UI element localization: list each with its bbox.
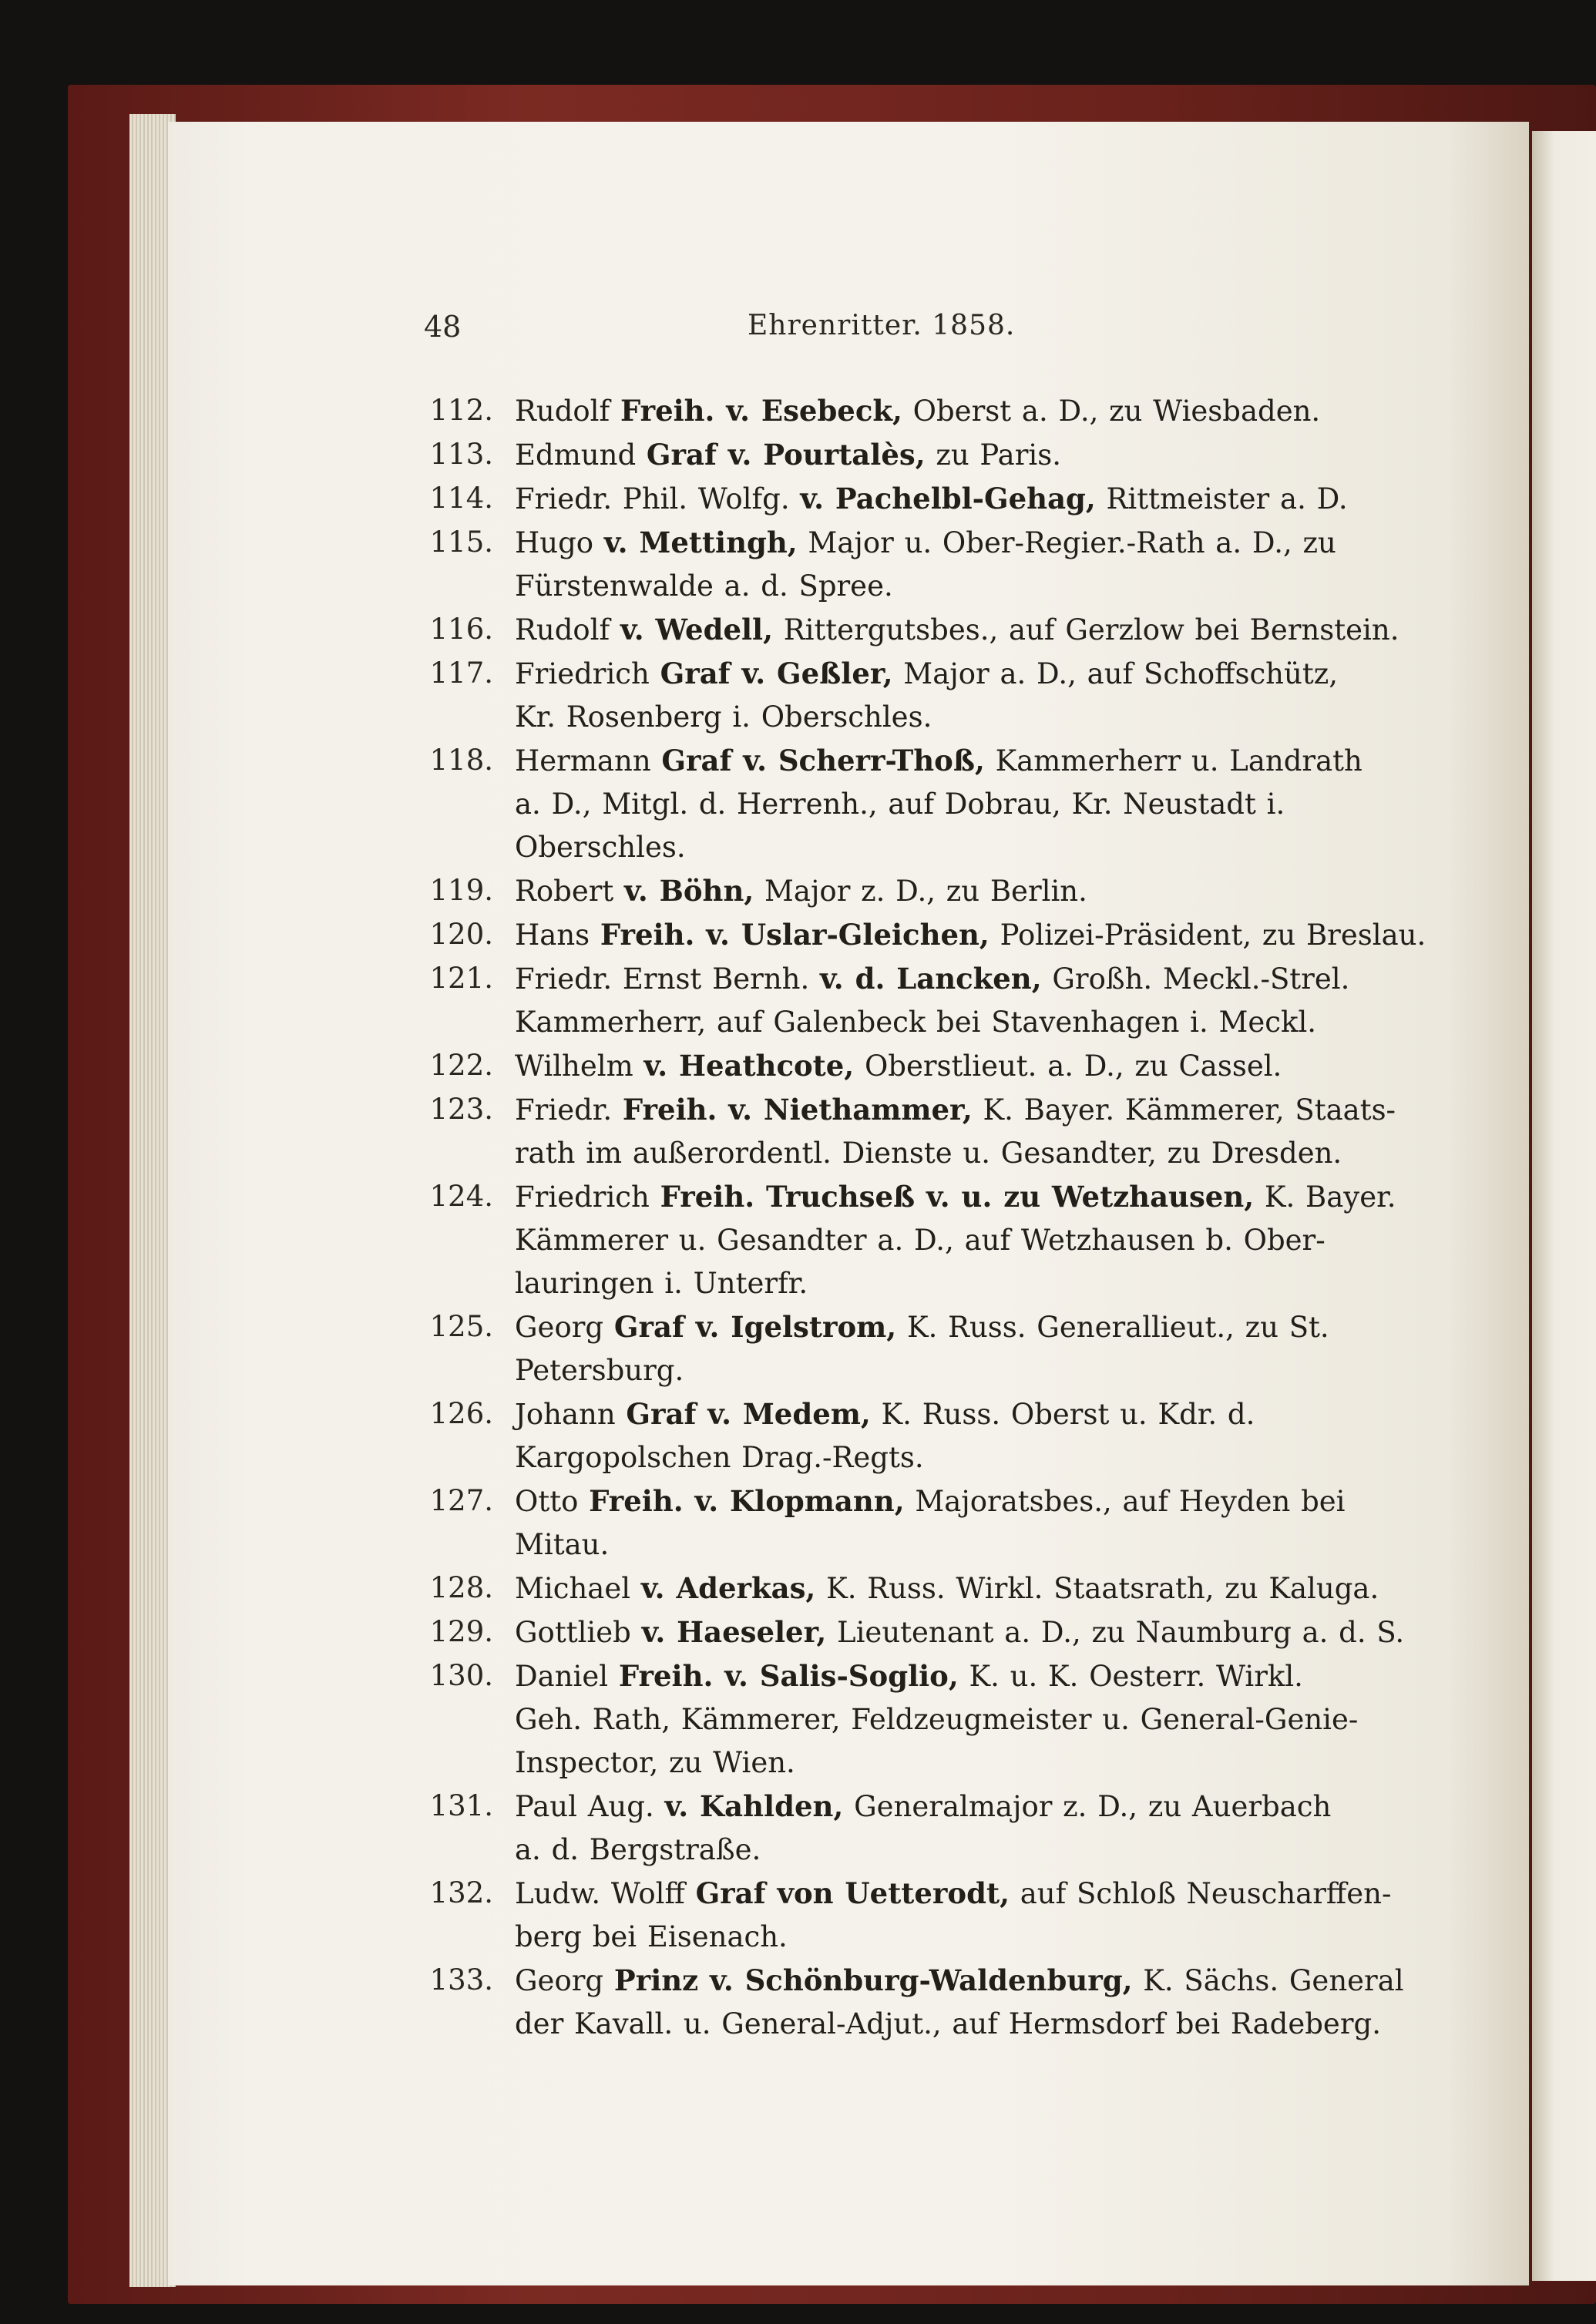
entry-text: K. Russ. Generallieut., zu St.	[896, 1311, 1329, 1344]
entry-text: K. u. K. Oesterr. Wirkl.	[958, 1660, 1303, 1693]
entry-line	[515, 957, 1372, 1001]
entry-number: 130.	[429, 1659, 493, 1692]
list-item	[416, 1305, 1372, 1392]
entry-number: 117.	[429, 657, 493, 690]
entry-line	[515, 1523, 1372, 1567]
list-item	[416, 869, 1372, 913]
entry-number: 125.	[429, 1310, 493, 1343]
entry-number: 132.	[429, 1876, 493, 1909]
entry-line	[515, 1132, 1372, 1175]
entry-number: 115.	[429, 526, 493, 559]
entry-name-bold: Prinz v. Schönburg-Waldenburg,	[613, 1963, 1133, 1997]
entry-line	[515, 389, 1372, 433]
entry-line	[515, 521, 1372, 565]
entry-name-bold: Graf v. Pourtalès,	[646, 438, 926, 472]
entry-text: Kargopolschen Drag.-Regts.	[515, 1441, 924, 1474]
entry-text: Majoratsbes., auf Heyden bei	[904, 1485, 1346, 1518]
entry-name-bold: v. Heathcote,	[643, 1049, 855, 1083]
entry-number: 128.	[429, 1571, 493, 1604]
entry-name-bold: Freih. v. Niethammer,	[622, 1093, 973, 1127]
entry-text: zu Paris.	[925, 438, 1061, 472]
entry-name-bold: v. Kahlden,	[664, 1789, 844, 1823]
entry-text: Friedr. Ernst Bernh.	[515, 962, 821, 996]
list-item	[416, 1175, 1396, 1305]
entry-text: K. Russ. Wirkl. Staatsrath, zu Kaluga.	[815, 1572, 1379, 1605]
entry-number: 113.	[429, 438, 493, 471]
entry-text: Edmund	[515, 438, 647, 472]
list-item	[416, 1610, 1405, 1654]
entry-text: Kämmerer u. Gesandter a. D., auf Wetzhausen b. Ober-	[515, 1224, 1326, 1257]
entry-text: Friedr.	[515, 1093, 623, 1127]
list-item	[416, 1654, 1372, 1785]
entry-name-bold: v. Pachelbl-Gehag,	[800, 482, 1096, 516]
entry-text: Georg	[515, 1964, 614, 1997]
entry-line	[515, 477, 1372, 521]
entry-name-bold: Freih. v. Klopmann,	[589, 1484, 905, 1518]
list-item	[416, 1392, 1372, 1479]
entry-line	[515, 1088, 1396, 1132]
entry-line	[515, 1959, 1404, 2003]
entry-number: 118.	[429, 744, 493, 777]
entry-text: Hans	[515, 919, 600, 952]
entry-number: 112.	[429, 394, 493, 427]
entry-text: Oberschles.	[515, 831, 686, 864]
entry-text: Rittergutsbes., auf Gerzlow bei Bernstein.	[772, 613, 1399, 646]
list-item	[416, 1567, 1379, 1610]
entry-text: K. Bayer.	[1254, 1180, 1396, 1214]
entry-line	[515, 1392, 1372, 1436]
page-number: 48	[424, 310, 462, 344]
entry-text: Rudolf	[515, 613, 620, 646]
entry-text: auf Schloß Neuscharffen-	[1009, 1877, 1392, 1910]
entry-name-bold: v. Mettingh,	[603, 526, 798, 559]
entry-line	[515, 1305, 1372, 1349]
list-item	[416, 1785, 1372, 1872]
entry-text: Rudolf	[515, 395, 620, 428]
entry-number: 119.	[429, 874, 493, 907]
entry-name-bold: v. Böhn,	[624, 874, 754, 908]
entry-text: Lieutenant a. D., zu Naumburg a. d. S.	[826, 1616, 1405, 1649]
entry-text: a. D., Mitgl. d. Herrenh., auf Dobrau, Kr. Neustadt i.	[515, 788, 1285, 821]
facing-page-edge	[1532, 131, 1596, 2281]
entry-text: lauringen i. Unterfr.	[515, 1267, 808, 1300]
entry-text: Paul Aug.	[515, 1790, 665, 1823]
entry-text: Gottlieb	[515, 1616, 642, 1649]
entry-line	[515, 1436, 1372, 1479]
entry-name-bold: Freih. v. Uslar-Gleichen,	[600, 918, 990, 952]
entry-line	[515, 913, 1426, 957]
list-item	[416, 957, 1372, 1044]
entry-number: 114.	[429, 482, 493, 515]
entry-line	[515, 1219, 1372, 1262]
list-item	[416, 913, 1426, 957]
entry-text: Friedr. Phil. Wolfg.	[515, 482, 801, 516]
list-item	[416, 652, 1372, 739]
entry-number: 131.	[429, 1789, 493, 1822]
entry-line	[515, 696, 1372, 739]
entry-text: Fürstenwalde a. d. Spree.	[515, 569, 893, 603]
entry-line	[515, 826, 1372, 869]
list-item	[416, 1959, 1404, 2046]
entry-text: rath im außerordentl. Dienste u. Gesandter, zu Dresden.	[515, 1137, 1342, 1170]
page-header	[424, 310, 1379, 356]
entry-number: 133.	[429, 1963, 493, 1997]
entry-name-bold: Graf v. Medem,	[626, 1397, 871, 1431]
entry-line	[515, 1479, 1372, 1523]
list-item	[416, 1088, 1396, 1175]
entry-text: a. d. Bergstraße.	[515, 1833, 761, 1866]
entry-text: Friedrich	[515, 657, 660, 690]
list-item	[416, 1479, 1372, 1567]
entry-line	[515, 1654, 1372, 1698]
entry-line	[515, 652, 1372, 696]
entry-number: 129.	[429, 1615, 493, 1648]
entry-text: Polizei-Präsident, zu Breslau.	[989, 919, 1426, 952]
entry-text: Otto	[515, 1485, 590, 1518]
entry-number: 122.	[429, 1049, 493, 1082]
entry-line	[515, 2003, 1381, 2046]
entry-text: Georg	[515, 1311, 614, 1344]
entry-name-bold: v. d. Lancken,	[820, 962, 1042, 996]
entry-line	[515, 739, 1372, 783]
entry-text: Daniel	[515, 1660, 619, 1693]
entry-line	[515, 1044, 1372, 1088]
entry-line	[515, 565, 1372, 608]
entry-text: K. Russ. Oberst u. Kdr. d.	[870, 1398, 1255, 1431]
entry-number: 123.	[429, 1093, 493, 1126]
entry-name-bold: v. Wedell,	[620, 613, 773, 646]
entry-number: 120.	[429, 918, 493, 951]
entry-line	[515, 1175, 1396, 1219]
entry-text: der Kavall. u. General-Adjut., auf Hermsdorf bei Radeberg.	[515, 2007, 1381, 2040]
entry-line	[515, 1567, 1379, 1610]
entry-name-bold: v. Haeseler,	[641, 1615, 827, 1649]
entry-name-bold: Graf v. Geßler,	[660, 657, 893, 690]
entry-text: Robert	[515, 875, 625, 908]
entry-line	[515, 1916, 1372, 1959]
entry-line	[515, 1698, 1372, 1741]
entry-text: Ludw. Wolff	[515, 1877, 696, 1910]
entry-text: Großh. Meckl.-Strel.	[1041, 962, 1350, 996]
entry-line	[515, 1610, 1405, 1654]
entry-text: Petersburg.	[515, 1354, 684, 1387]
entry-name-bold: v. Aderkas,	[640, 1571, 816, 1605]
list-item	[416, 1872, 1392, 1959]
entry-name-bold: Graf v. Igelstrom,	[613, 1310, 897, 1344]
entry-text: Kammerherr, auf Galenbeck bei Stavenhagen i. Meckl.	[515, 1006, 1317, 1039]
entry-number: 126.	[429, 1397, 493, 1430]
entry-name-bold: Freih. v. Esebeck,	[620, 394, 902, 428]
entry-line	[515, 1872, 1392, 1916]
entry-text: Oberst a. D., zu Wiesbaden.	[902, 395, 1321, 428]
entry-text: Friedrich	[515, 1180, 660, 1214]
knights-list	[416, 389, 1426, 2046]
entry-line	[515, 433, 1372, 477]
entry-text: Kr. Rosenberg i. Oberschles.	[515, 700, 932, 734]
list-item	[416, 521, 1372, 608]
entry-line	[515, 1349, 1372, 1392]
entry-text: Major z. D., zu Berlin.	[754, 875, 1087, 908]
entry-line	[515, 1785, 1372, 1829]
entry-text: Oberstlieut. a. D., zu Cassel.	[854, 1049, 1282, 1083]
entry-line	[515, 1741, 1372, 1785]
list-item	[416, 608, 1399, 652]
list-item	[416, 433, 1372, 477]
entry-text: Johann	[515, 1398, 627, 1431]
entry-text: Major a. D., auf Schoffschütz,	[892, 657, 1338, 690]
entry-text: Hermann	[515, 744, 662, 777]
list-item	[416, 739, 1372, 869]
entry-line	[515, 1001, 1372, 1044]
entry-text: berg bei Eisenach.	[515, 1920, 788, 1953]
entry-text: Rittmeister a. D.	[1095, 482, 1348, 516]
entry-text: K. Bayer. Kämmerer, Staats-	[972, 1093, 1396, 1127]
entry-name-bold: Graf v. Scherr-Thoß,	[661, 744, 985, 777]
entry-name-bold: Graf von Uetterodt,	[695, 1876, 1010, 1910]
entry-line	[515, 1829, 1372, 1872]
entry-text: Inspector, zu Wien.	[515, 1746, 795, 1779]
entry-line	[515, 608, 1399, 652]
entry-text: K. Sächs. General	[1132, 1964, 1404, 1997]
entry-text: Kammerherr u. Landrath	[984, 744, 1362, 777]
entry-line	[515, 783, 1372, 826]
entry-name-bold: Freih. Truchseß v. u. zu Wetzhausen,	[660, 1180, 1255, 1214]
entry-text: Major u. Ober-Regier.-Rath a. D., zu	[797, 526, 1336, 559]
entry-text: Hugo	[515, 526, 604, 559]
entry-number: 127.	[429, 1484, 493, 1517]
running-head: Ehrenritter. 1858.	[748, 310, 1016, 341]
entry-line	[515, 869, 1372, 913]
entry-name-bold: Freih. v. Salis-Soglio,	[618, 1659, 959, 1693]
entry-number: 121.	[429, 962, 493, 995]
entry-text: Wilhelm	[515, 1049, 644, 1083]
list-item	[416, 477, 1372, 521]
entry-text: Mitau.	[515, 1528, 610, 1561]
entry-number: 124.	[429, 1180, 493, 1213]
entry-line	[515, 1262, 1372, 1305]
entry-text: Michael	[515, 1572, 641, 1605]
list-item	[416, 389, 1372, 433]
entry-number: 116.	[429, 613, 493, 646]
entry-text: Geh. Rath, Kämmerer, Feldzeugmeister u. General-Genie-	[515, 1703, 1359, 1736]
list-item	[416, 1044, 1372, 1088]
entry-text: Generalmajor z. D., zu Auerbach	[843, 1790, 1332, 1823]
